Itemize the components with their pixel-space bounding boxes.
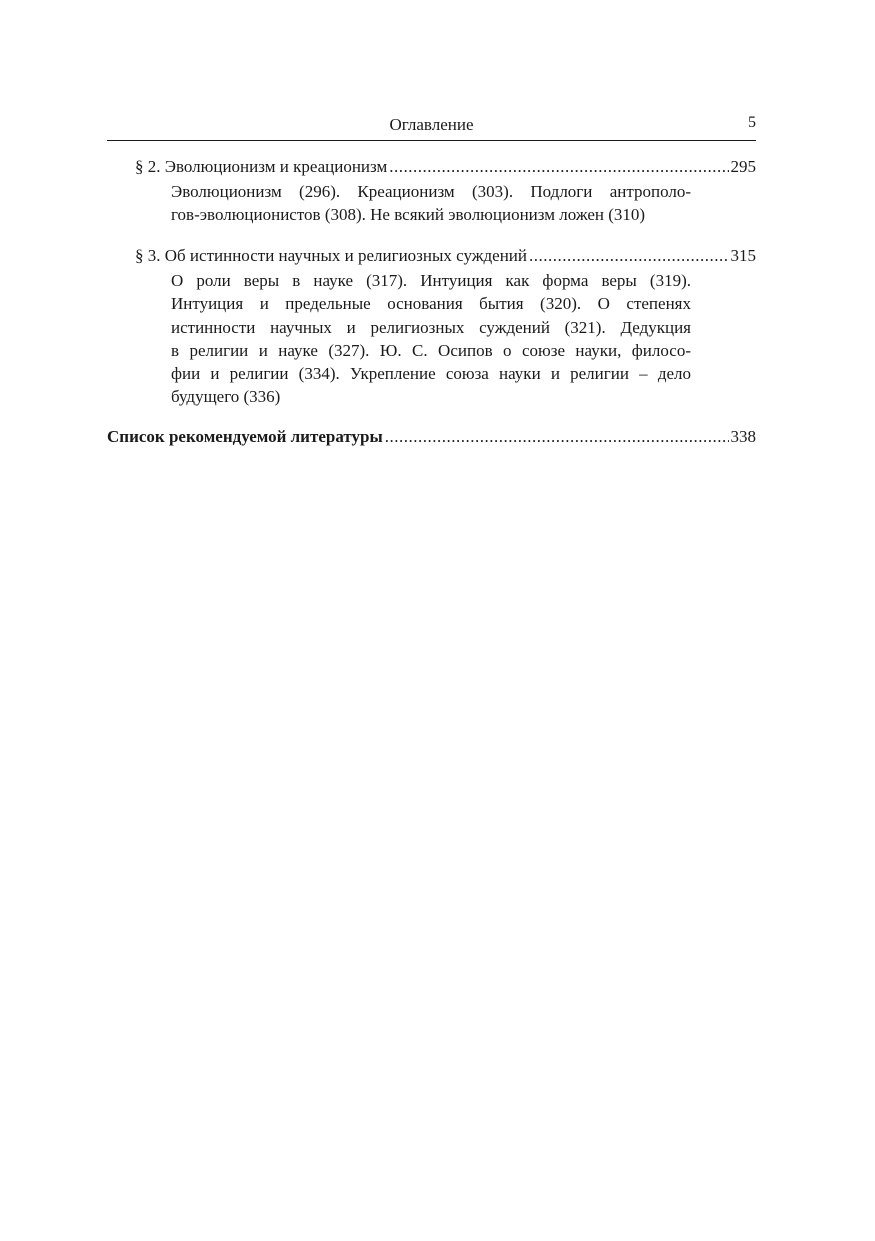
toc-entry-section-3[interactable] xyxy=(135,244,756,268)
description-line: будущего (336) xyxy=(171,387,281,407)
description-line: гов-эволюционистов (308). Не всякий эволюционизм ложен (310) xyxy=(171,205,646,225)
toc-entry-label: § 3. Об истинности научных и религиозных суждений xyxy=(135,246,527,265)
page-number: 5 xyxy=(748,114,756,131)
description-line: Интуиция и предельные основания бытия (320). О степенях xyxy=(171,294,691,314)
toc-entry-bibliography[interactable] xyxy=(107,425,756,449)
toc-entry-description xyxy=(171,269,691,409)
toc-entry-label: § 2. Эволюционизм и креационизм xyxy=(135,157,388,176)
dot-leader xyxy=(389,155,728,179)
description-line: истинности научных и религиозных суждений (321). Дедукция xyxy=(171,317,691,337)
running-head xyxy=(107,113,756,141)
running-head-title: Оглавление xyxy=(389,115,474,134)
toc-entry-description xyxy=(171,180,691,227)
dot-leader xyxy=(529,244,729,268)
toc-entry-page: 315 xyxy=(730,246,756,265)
toc-entry-section-2[interactable] xyxy=(135,155,756,179)
description-line: фии и религии (334). Укрепление союза науки и религии – дело xyxy=(171,364,691,384)
description-line: О роли веры в науке (317). Интуиция как форма веры (319). xyxy=(171,271,691,290)
description-line: в религии и науке (327). Ю. С. Осипов о союзе науки, филосо- xyxy=(171,340,691,360)
toc-entry-label: Список рекомендуемой литературы xyxy=(107,427,383,446)
toc-entry-page: 338 xyxy=(730,427,756,446)
toc-entry-page: 295 xyxy=(730,157,756,176)
description-line: Эволюционизм (296). Креационизм (303). Подлоги антрополо- xyxy=(171,182,691,201)
dot-leader xyxy=(385,425,729,449)
